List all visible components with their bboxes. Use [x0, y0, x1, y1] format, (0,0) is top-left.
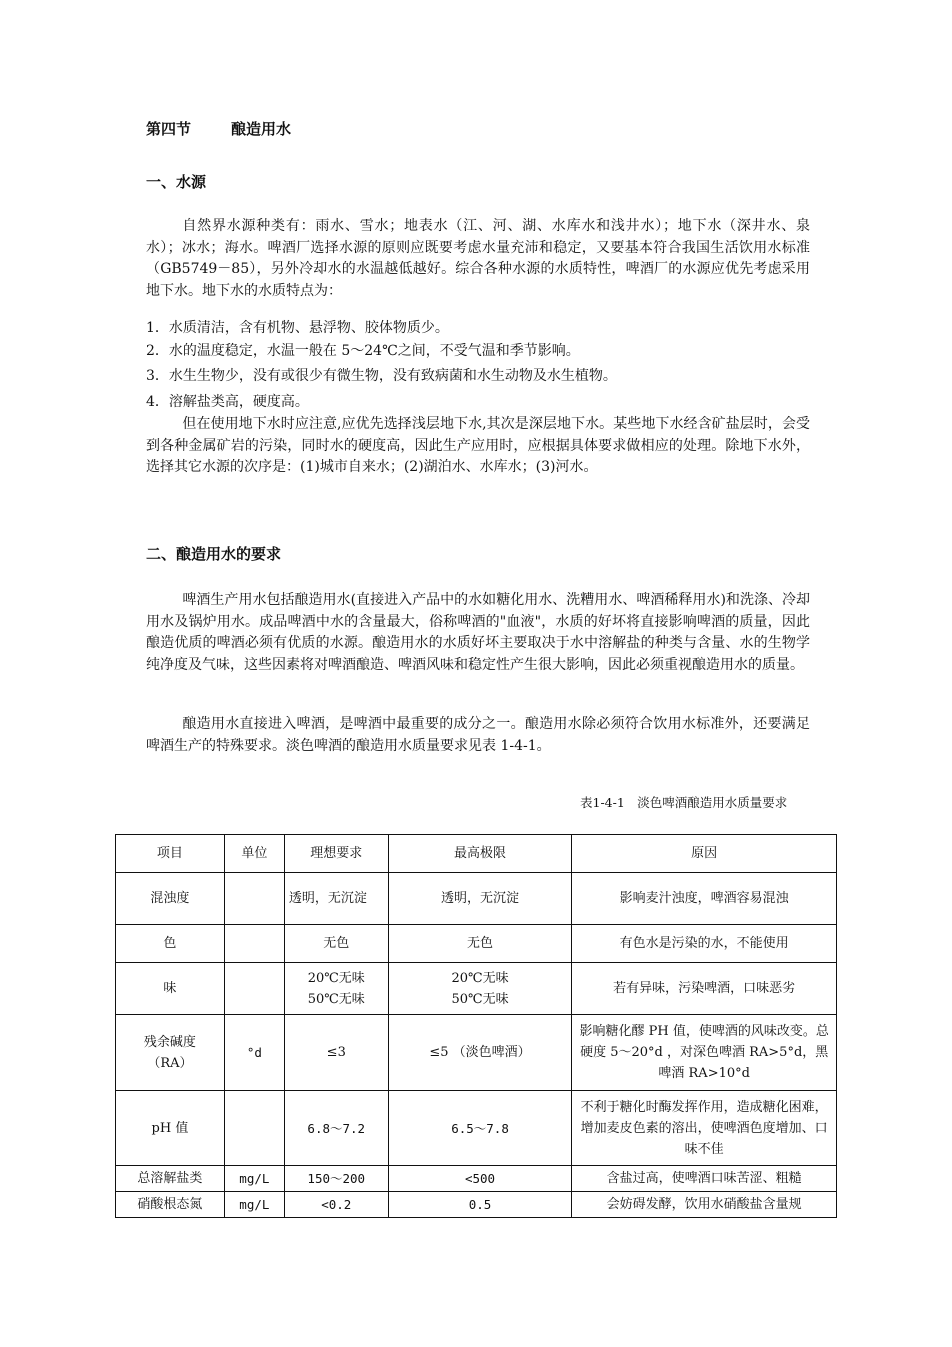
- heading-water-requirements: 二、酿造用水的要求: [146, 545, 282, 563]
- paragraph-requirements-1: 啤酒生产用水包括酿造用水(直接进入产品中的水如糖化用水、洗糟用水、啤酒稀释用水)和洗涤、冷却用水及锅炉用水。成品啤酒中水的含量最大，俗称啤酒的"血液"，水质的好坏将直接影响啤酒的质量，因此酿造优质的啤酒必须有优质的水源。酿造用水的水质好坏主要取决于水中溶解盐的种类与含量、水的生物学纯净度及气味，这些因素将对啤酒酿造、啤酒风味和稳定性产生很大影响，因此必须重视酿造用水的质量。: [146, 592, 810, 673]
- table-row: [116, 873, 837, 925]
- list-item-3: 3．水生生物少，没有或很少有微生物，没有致病菌和水生动物及水生植物。: [146, 368, 617, 384]
- cell-ideal-line-1: 20℃无味: [307, 970, 365, 986]
- header-reason: 原因: [572, 835, 837, 873]
- header-max: 最高极限: [388, 835, 572, 873]
- table-row: [116, 1166, 837, 1192]
- list-item-1: 1．水质清洁，含有机物、悬浮物、胶体物质少。: [146, 320, 449, 336]
- cell-unit: °d: [224, 1015, 284, 1091]
- table-row: [116, 963, 837, 1015]
- cell-unit: [224, 963, 284, 1015]
- header-item: 项目: [116, 835, 225, 873]
- cell-item: pH 值: [116, 1091, 225, 1166]
- cell-item-line-2: （RA）: [147, 1055, 193, 1071]
- cell-reason: 影响糖化醪 PH 值，使啤酒的风味改变。总硬度 5～20°d ，对深色啤酒 RA>5°d，黑啤酒 RA>10°d: [572, 1015, 837, 1091]
- cell-unit: mg/L: [224, 1166, 284, 1192]
- table-row: [116, 1192, 837, 1218]
- cell-ideal-line-2: 50℃无味: [307, 991, 365, 1007]
- water-quality-table: [115, 834, 837, 1218]
- heading-water-source: 一、水源: [146, 173, 207, 191]
- table-caption: 表1-4-1 淡色啤酒酿造用水质量要求: [580, 795, 788, 810]
- cell-ideal: 6.8～7.2: [284, 1091, 388, 1166]
- cell-ideal: [284, 963, 388, 1015]
- cell-item: [116, 1015, 225, 1091]
- cell-max: <500: [388, 1166, 572, 1192]
- cell-max: 0.5: [388, 1192, 572, 1218]
- cell-item: 色: [116, 925, 225, 963]
- paragraph-water-source-intro: 自然界水源种类有：雨水、雪水；地表水（江、河、湖、水库水和浅井水）；地下水（深井水、泉水）；冰水；海水。啤酒厂选择水源的原则应既要考虑水量充沛和稳定，又要基本符合我国生活饮用水标准（GB5749－85），另外冷却水的水温越低越好。综合各种水源的水质特性，啤酒厂的水源应优先考虑采用地下水。地下水的水质特点为：: [146, 218, 810, 299]
- cell-ideal: 透明，无沉淀: [284, 873, 388, 925]
- cell-max: 6.5～7.8: [388, 1091, 572, 1166]
- list-item-4: 4．溶解盐类高，硬度高。: [146, 394, 309, 410]
- cell-max-line-1: 20℃无味: [451, 970, 509, 986]
- cell-item-line-1: 残余碱度: [143, 1034, 196, 1050]
- paragraph-requirements-2: 酿造用水直接进入啤酒，是啤酒中最重要的成分之一。酿造用水除必须符合饮用水标准外，还要满足啤酒生产的特殊要求。淡色啤酒的酿造用水质量要求见表 1-4-1。: [146, 716, 810, 754]
- cell-item: 味: [116, 963, 225, 1015]
- section-subtitle: 酿造用水: [231, 120, 292, 138]
- paragraph-groundwater-note: 但在使用地下水时应注意,应优先选择浅层地下水,其次是深层地下水。某些地下水经含矿盐层时，会受到各种金属矿岩的污染，同时水的硬度高，因此生产应用时，应根据具体要求做相应的处理。除地下水外，选择其它水源的次序是：(1)城市自来水；(2)湖泊水、水库水；(3)河水。: [146, 416, 810, 475]
- cell-max: ≤5 （淡色啤酒）: [388, 1015, 572, 1091]
- table-row: [116, 1015, 837, 1091]
- table-row: [116, 1091, 837, 1166]
- header-ideal: 理想要求: [284, 835, 388, 873]
- section-title: [146, 118, 291, 139]
- cell-ideal: 无色: [284, 925, 388, 963]
- header-unit: 单位: [224, 835, 284, 873]
- cell-max: 无色: [388, 925, 572, 963]
- cell-reason: 会妨碍发酵，饮用水硝酸盐含量规: [572, 1192, 837, 1218]
- cell-max: 透明，无沉淀: [388, 873, 572, 925]
- cell-reason: 有色水是污染的水，不能使用: [572, 925, 837, 963]
- cell-unit: [224, 873, 284, 925]
- cell-ideal: 150～200: [284, 1166, 388, 1192]
- section-number: 第四节: [146, 120, 192, 138]
- cell-ideal: ≤3: [284, 1015, 388, 1091]
- cell-item: 硝酸根态氮: [116, 1192, 225, 1218]
- cell-unit: [224, 925, 284, 963]
- cell-max-line-2: 50℃无味: [451, 991, 509, 1007]
- cell-ideal: <0.2: [284, 1192, 388, 1218]
- cell-reason: 含盐过高，使啤酒口味苦涩、粗糙: [572, 1166, 837, 1192]
- cell-reason: 不利于糖化时酶发挥作用，造成糖化困难，增加麦皮色素的溶出，使啤酒色度增加、口味不佳: [572, 1091, 837, 1166]
- cell-unit: [224, 1091, 284, 1166]
- cell-reason: 若有异味，污染啤酒，口味恶劣: [572, 963, 837, 1015]
- table-header-row: [116, 835, 837, 873]
- table-row: [116, 925, 837, 963]
- list-item-2: 2．水的温度稳定，水温一般在 5～24℃之间，不受气温和季节影响。: [146, 343, 580, 359]
- cell-reason: 影响麦汁浊度，啤酒容易混浊: [572, 873, 837, 925]
- cell-item: 混浊度: [116, 873, 225, 925]
- cell-unit: mg/L: [224, 1192, 284, 1218]
- cell-item: 总溶解盐类: [116, 1166, 225, 1192]
- cell-max: [388, 963, 572, 1015]
